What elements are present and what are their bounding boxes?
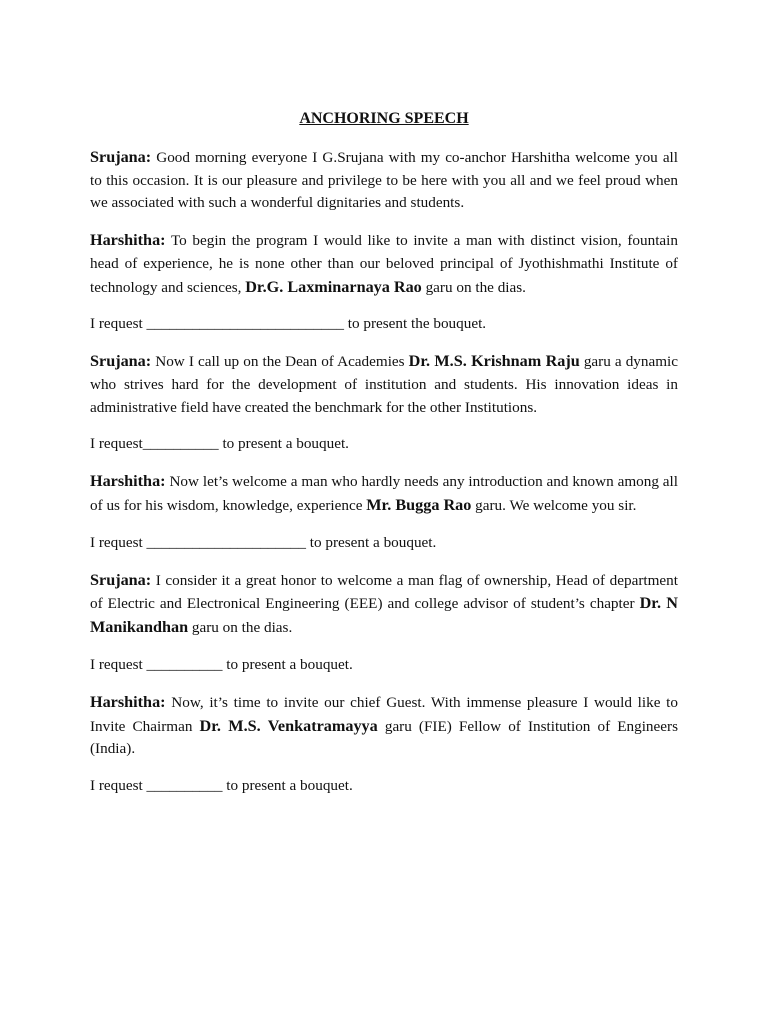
speaker-label: Srujana:	[90, 352, 152, 371]
guest-name: Dr. M.S. Venkatramayya	[199, 716, 378, 735]
guest-name: Dr.G. Laxminarnaya Rao	[245, 277, 422, 296]
paragraph-srujana-hod	[90, 569, 678, 640]
paragraph-text: garu. We welcome you sir.	[471, 497, 637, 515]
guest-name: Mr. Bugga Rao	[366, 496, 472, 515]
paragraph-text: garu (FIE) Fellow of Institution of Engineers (India).	[90, 717, 678, 758]
request-line: I request__________ to present a bouquet.	[90, 435, 349, 453]
paragraph-text: garu on the dias.	[188, 619, 293, 637]
request-line: I request _____________________ to present a bouquet.	[90, 533, 437, 551]
paragraph-text: Now I call up on the Dean of Academies	[151, 353, 409, 371]
document-page	[90, 108, 678, 812]
paragraph-text: Now, it’s time to invite our chief Guest. With immense pleasure I would like to Invite Chairman	[90, 693, 678, 735]
speaker-label: Harshitha:	[90, 692, 166, 711]
speaker-label: Srujana:	[90, 148, 152, 166]
paragraph-srujana-welcome	[90, 146, 678, 215]
guest-name: Dr. M.S. Krishnam Raju	[408, 352, 580, 371]
paragraph-text: I consider it a great honor to welcome a man flag of ownership, Head of department of Electric and Electronical Engineering (EEE) and college advisor of student’s chapter	[90, 571, 678, 613]
speaker-label: Srujana:	[90, 570, 152, 589]
speaker-label: Harshitha:	[90, 231, 166, 250]
paragraph-harshitha-principal	[90, 229, 678, 299]
paragraph-harshitha-chief-guest	[90, 691, 678, 761]
paragraph-text: garu a dynamic who strives hard for the development of institution and students. His innovation ideas in administrative field have created the benchmark for the other Institutions.	[90, 353, 678, 416]
paragraph-text: Now let’s welcome a man who hardly needs any introduction and known among all of us for his wisdom, knowledge, experience	[90, 473, 678, 515]
paragraph-text: garu on the dias.	[421, 278, 526, 296]
paragraph-text: To begin the program I would like to invite a man with distinct vision, fountain head of experience, he is none other than our beloved principal of Jyothishmathi Institute of technology and sciences,	[90, 232, 678, 296]
guest-name: Dr. N Manikandhan	[90, 594, 678, 637]
paragraph-srujana-dean	[90, 350, 678, 419]
paragraph-text: Good morning everyone I G.Srujana with my co-anchor Harshitha welcome you all to this occasion. It is our pleasure and privilege to be here with you all and we feel proud when we associated with such a wonderful dignitaries and students.	[90, 149, 678, 212]
request-line: I request __________________________ to present the bouquet.	[90, 315, 487, 333]
request-line: I request __________ to present a bouquet.	[90, 655, 353, 673]
document-title: ANCHORING SPEECH	[299, 110, 469, 127]
paragraph-harshitha-bugga-rao	[90, 470, 678, 517]
request-line: I request __________ to present a bouquet.	[90, 776, 353, 794]
speaker-label: Harshitha:	[90, 472, 166, 491]
